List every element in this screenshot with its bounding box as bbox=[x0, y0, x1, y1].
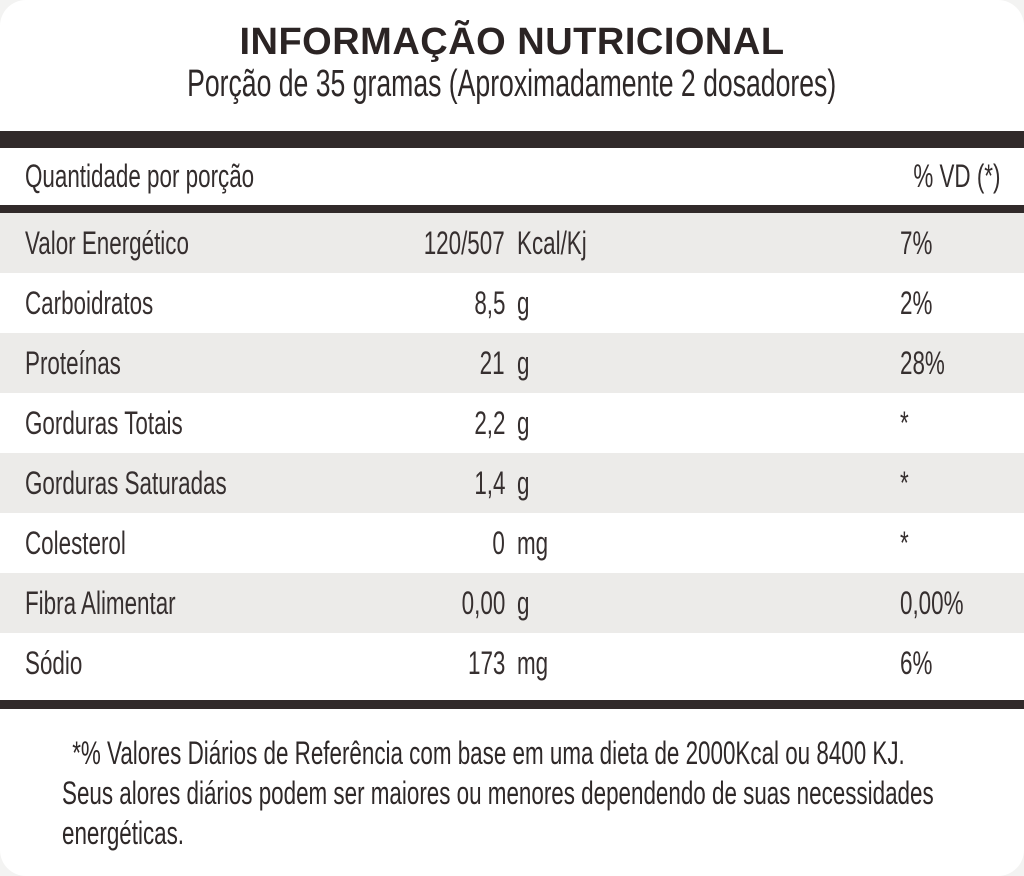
label-subtitle-text: Porção de 35 gramas (Aproximadamente 2 dosadores) bbox=[187, 63, 837, 105]
nutrient-row-valor-energetico bbox=[0, 213, 1024, 273]
column-header-row bbox=[0, 148, 1024, 205]
nutrient-label: Fibra Alimentar bbox=[25, 584, 176, 621]
nutrient-unit: g bbox=[517, 464, 530, 501]
nutrient-amount: 8,5 bbox=[473, 284, 505, 321]
nutrient-label: Valor Energético bbox=[25, 224, 189, 261]
nutrient-amount: 1,4 bbox=[473, 464, 505, 501]
nutrient-amount: 0 bbox=[492, 524, 505, 561]
nutrient-row-sodio bbox=[0, 633, 1024, 693]
nutrient-amount: 2,2 bbox=[473, 404, 505, 441]
label-title-text: INFORMAÇÃO NUTRICIONAL bbox=[239, 21, 785, 63]
footnote bbox=[0, 709, 1024, 853]
nutrient-dv: 0,00% bbox=[900, 584, 964, 621]
footnote-line: energéticas. bbox=[62, 815, 185, 851]
label-title bbox=[0, 22, 1024, 62]
nutrient-row-fibra-alimentar bbox=[0, 573, 1024, 633]
nutrient-dv: * bbox=[900, 404, 909, 441]
nutrient-dv: * bbox=[900, 464, 909, 501]
nutrient-table bbox=[0, 213, 1024, 693]
nutrient-dv: 7% bbox=[900, 224, 933, 261]
nutrient-unit: mg bbox=[517, 524, 549, 561]
nutrient-label: Gorduras Saturadas bbox=[25, 464, 227, 501]
nutrient-unit: g bbox=[517, 584, 530, 621]
nutrient-dv: 2% bbox=[900, 284, 933, 321]
nutrient-amount: 173 bbox=[467, 644, 505, 681]
nutrient-label: Sódio bbox=[25, 644, 83, 681]
column-header-dv: % VD (*) bbox=[912, 158, 1000, 194]
nutrient-row-colesterol bbox=[0, 513, 1024, 573]
separator-bar-top bbox=[0, 131, 1024, 148]
separator-bar-bottom bbox=[0, 700, 1024, 709]
nutrient-dv: 28% bbox=[900, 344, 945, 381]
separator-bar-middle bbox=[0, 205, 1024, 213]
nutrient-label: Gorduras Totais bbox=[25, 404, 183, 441]
nutrient-row-carboidratos bbox=[0, 273, 1024, 333]
nutrient-unit: g bbox=[517, 404, 530, 441]
nutrient-unit: Kcal/Kj bbox=[517, 224, 587, 261]
label-subtitle bbox=[0, 62, 1024, 106]
nutrient-row-gorduras-totais bbox=[0, 393, 1024, 453]
nutrient-label: Colesterol bbox=[25, 524, 126, 561]
nutrient-label: Carboidratos bbox=[25, 284, 154, 321]
nutrient-amount: 21 bbox=[480, 344, 505, 381]
nutrient-label: Proteínas bbox=[25, 344, 121, 381]
nutrient-row-proteinas bbox=[0, 333, 1024, 393]
nutrient-amount: 120/507 bbox=[424, 224, 505, 261]
nutrient-unit: g bbox=[517, 344, 530, 381]
nutrient-amount: 0,00 bbox=[461, 584, 505, 621]
nutrient-dv: * bbox=[900, 524, 909, 561]
footnote-line: *% Valores Diários de Referência com base em uma dieta de 2000Kcal ou 8400 KJ. bbox=[72, 735, 905, 771]
footnote-line: Seus alores diários podem ser maiores ou menores dependendo de suas necessidades bbox=[62, 775, 934, 811]
nutrient-unit: mg bbox=[517, 644, 549, 681]
column-header-quantity: Quantidade por porção bbox=[25, 158, 255, 194]
nutrient-unit: g bbox=[517, 284, 530, 321]
label-header bbox=[0, 0, 1024, 106]
nutrient-dv: 6% bbox=[900, 644, 933, 681]
nutrient-row-gorduras-saturadas bbox=[0, 453, 1024, 513]
